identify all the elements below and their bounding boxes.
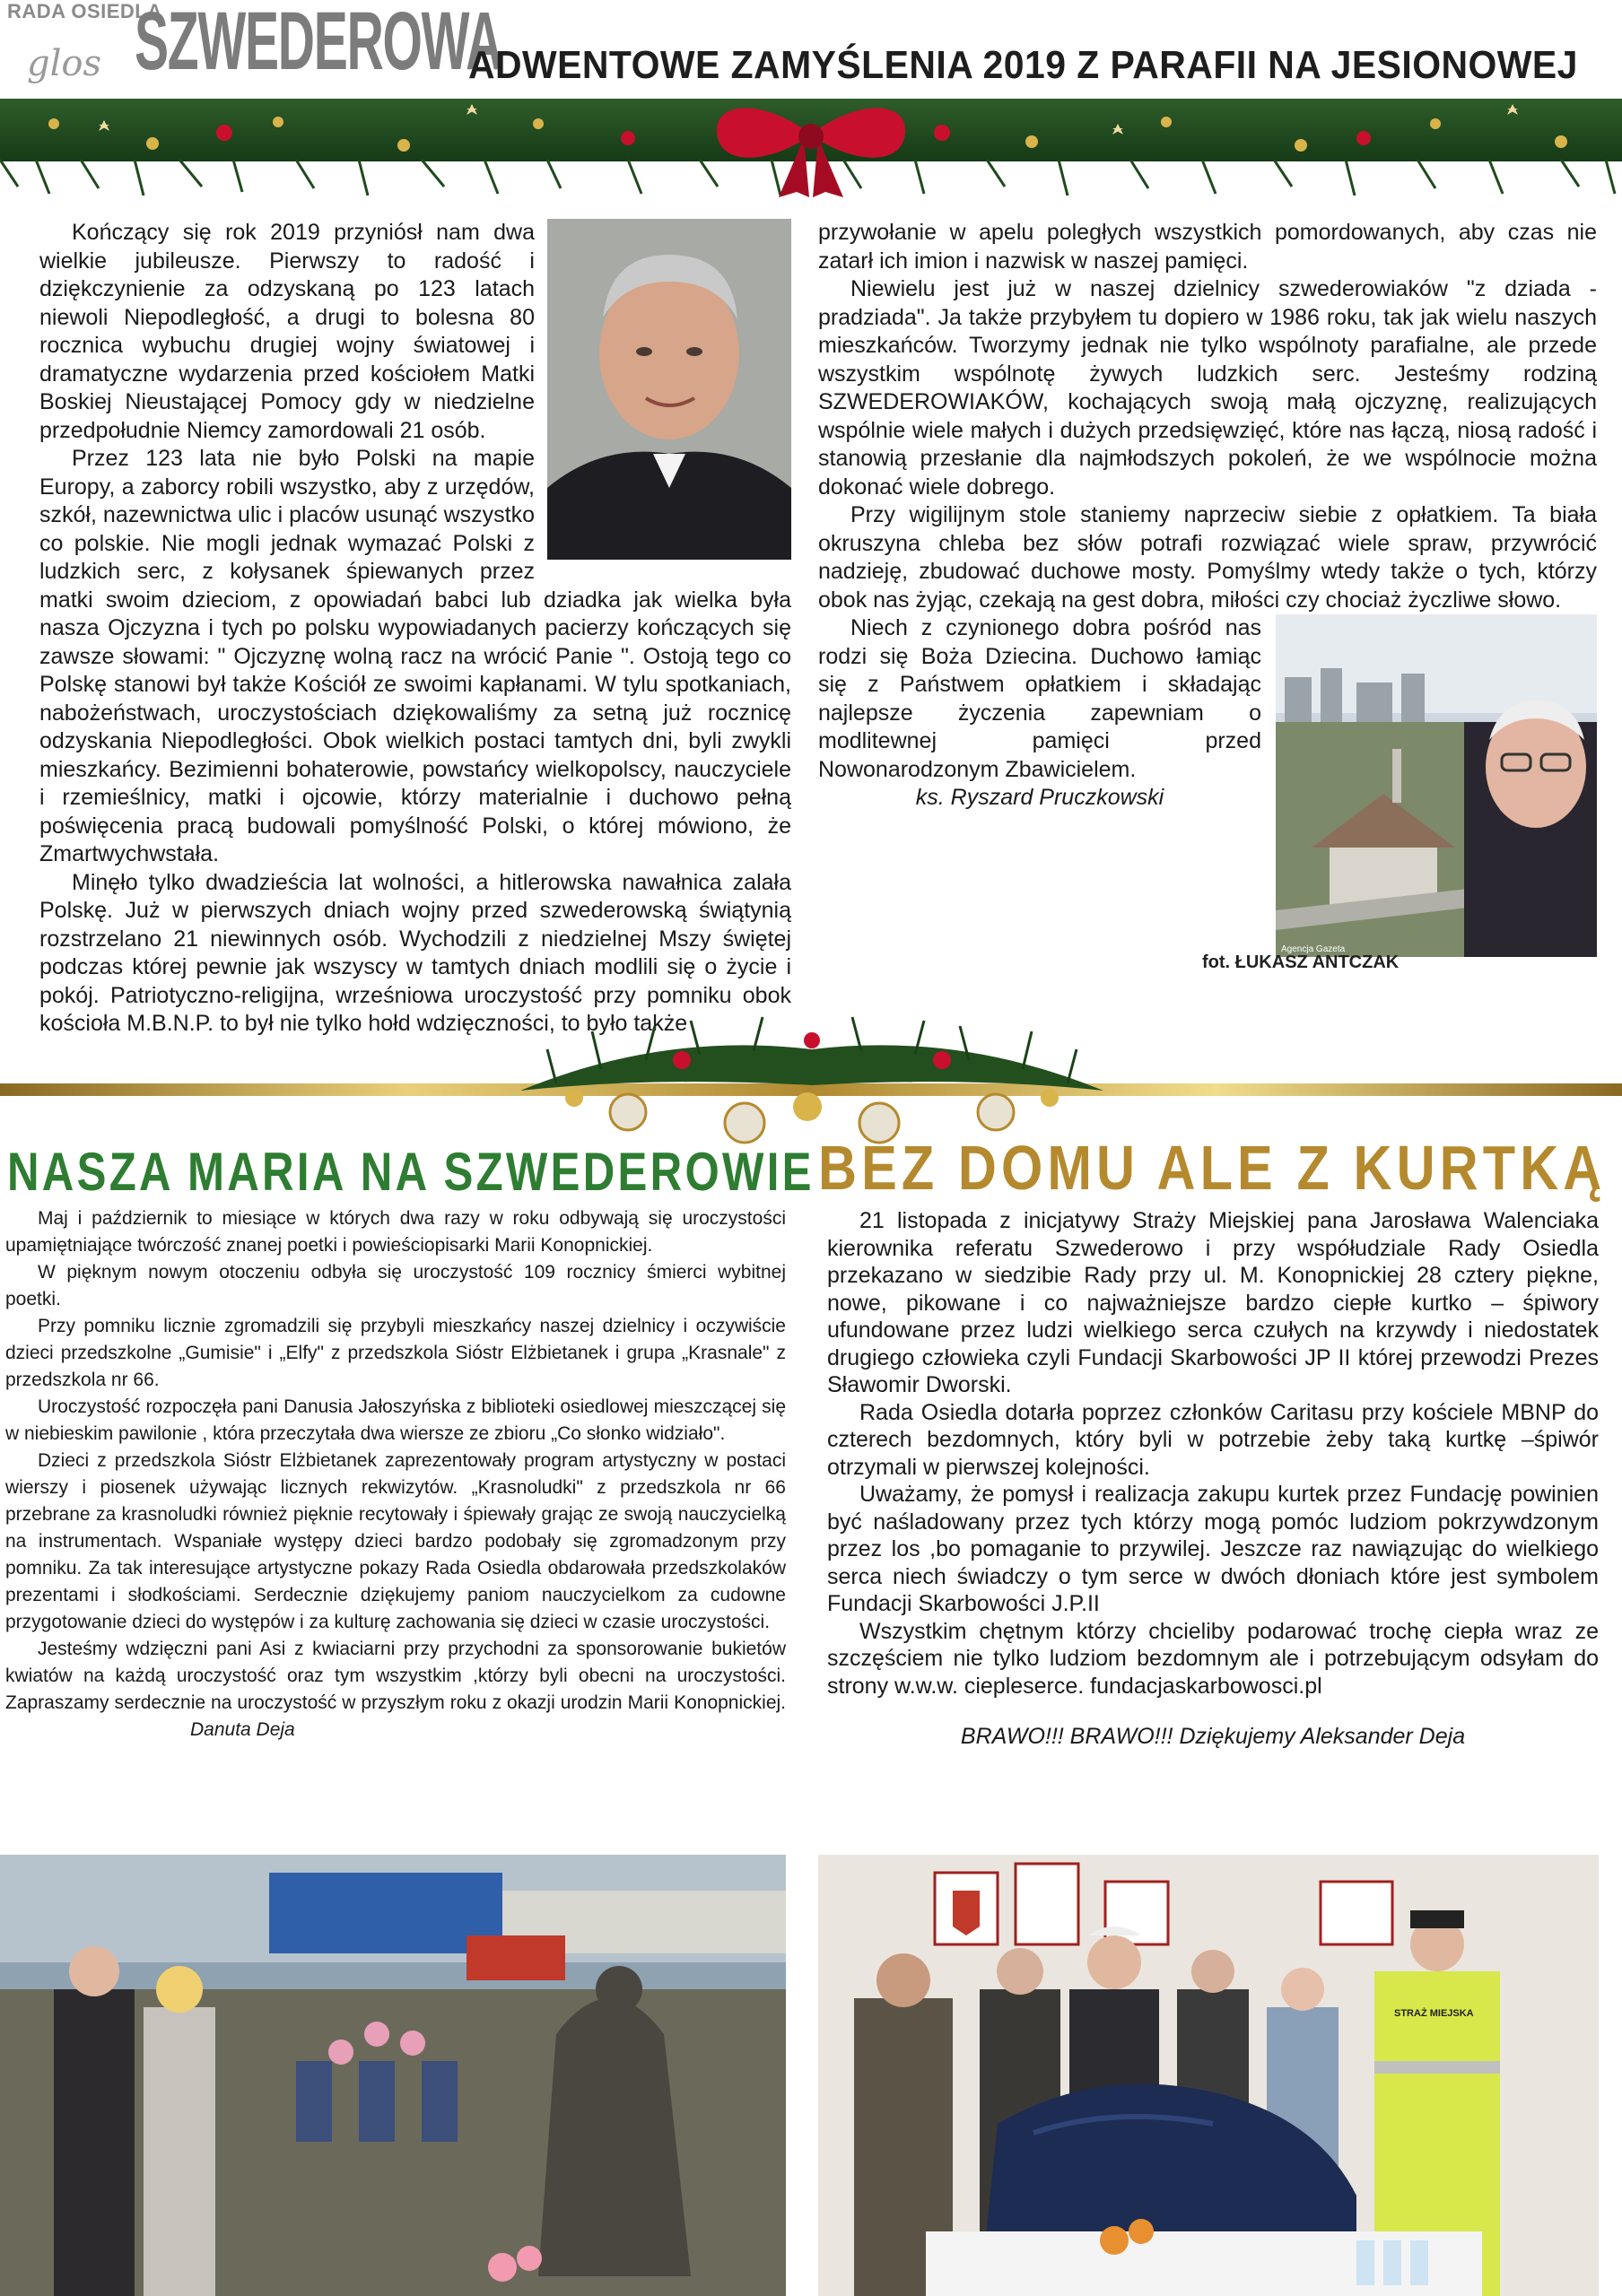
article2-last-paragraph-text: Jesteśmy wdzięczni pani Asi z kwiaciarni przy przychodni za sponsorowanie bukietów kwiatów na każdą uroczystość oraz tym wszystkim ,którzy byli obecni na uroczystości. Zapraszamy serdecznie na uroczystość w przyszłym roku z okazji urodzin Marii Konopnickiej. [5, 1639, 786, 1713]
photo-credit: fot. ŁUKASZ ANTCZAK [1202, 952, 1400, 972]
article2-paragraph: Maj i październik to miesiące w których dwa razy w roku odbywają się uroczystości upamiętniające twórczość znanej poetki i powieściopisarki Marii Konopnickiej. [5, 1208, 786, 1256]
church-aerial-with-priest-photo [1276, 614, 1597, 957]
article2-paragraph: W pięknym nowym otoczeniu odbyła się uroczystość 109 rocznicy śmierci wybitnej poetki. [5, 1262, 786, 1309]
article2-paragraph [5, 1636, 786, 1744]
article3-title: BEZ DOMU ALE Z KURTKĄ [818, 1133, 1607, 1203]
article2-signature: Danuta Deja [190, 1719, 295, 1740]
article3-paragraph: Rada Osiedla dotarła poprzez członków Caritasu przy kościele MBNP do czterech bezdomnych, który byli w potrzebie żeby taką kurtkę –śpiwór otrzymali w pierwszej kolejności. [827, 1399, 1599, 1480]
article1-signature: ks. Ryszard Pruczkowski [915, 785, 1164, 810]
article2-paragraph: Uroczystość rozpoczęła pani Danusia Jałoszyńska z biblioteki osiedlowej mieszczącej się w niebieskim pawilonie , która przeczytała dwa wiersze ze zbioru „Co słonko widziało". [5, 1396, 786, 1444]
article3-paragraph: Uważamy, że pomysł i realizacja zakupu kurtek przez Fundację powinien być naśladowany przez tych którzy mogą pomóc ludziom pokrzywdzonym przez los ,bo pomaganie to przywilej. Jeszcze raz nawiązując do wielkiego serca niech świadczy o tym serce w dwóch dłoniach które jest symbolem Fundacji Skarbowości J.P.II [827, 1482, 1599, 1616]
article3-paragraph: Wszystkim chętnym którzy chcieliby podarować trochę ciepła wraz ze szczęściem nie tylko ludziom bezdomnym ale i potrzebującym odsyłam do strony w.w.w. ciepleserce. fundacjaskarbowosci.pl [827, 1618, 1599, 1699]
article1-paragraph: Przy wigilijnym stole staniemy naprzeciw siebie z opłatkiem. Ta biała okruszyna chleba bez słów potrafi rozwiązać wiele spraw, przywrócić nadzieję, zbudować duchowe mosty. Pomyślmy wtedy także o tych, którzy obok nas żyjąc, czekają na gest dobra, miłości czy chociaż życzliwe słowo. [818, 502, 1597, 613]
article2-title: NASZA MARIA NA SZWEDEROWIE [7, 1142, 815, 1202]
article1-paragraph: przywołanie w apelu poległych wszystkich pomordowanych, aby czas nie zatarł ich imion i nazwisk w naszej pamięci. [818, 220, 1597, 274]
article1-paragraph: Kończący się rok 2019 przyniósł nam dwa wielkie jubileusze. Pierwszy to radość i dziękczynienie za odzyskaną po 123 latach niewoli Niepodległość, a drugi to bolesna 80 rocznica wybuchu drugiej wojny światowej i dramatyczne wydarzenia przed kościołem Matki Boskiej Nieustającej Pomocy gdy w niedzielne przedpołudnie Niemcy zamordowali 21 osób. [39, 220, 535, 443]
photo-agency-label: Agencja Gazeta [1281, 944, 1346, 954]
article2-paragraph: Przy pomniku licznie zgromadzili się przybyli mieszkańcy naszej dzielnicy i oczywiście dzieci przedszkolne „Gumisie" i „Elfy" z przedszkola Sióstr Elżbietanek i grupa „Krasnale" z przedszkola nr 66. [5, 1316, 786, 1390]
konopnicka-monument-ceremony-photo [0, 1855, 786, 2296]
article2-paragraph: Dzieci z przedszkola Sióstr Elżbietanek zaprezentowały program artystyczny w postaci wierszy i piosenek używając licznych rekwizytów. „Krasnoludki" z przedszkola nr 66 przebrane za krasnoludki również pięknie recytowały i śpiewały grając ze swoją nauczycielką na instrumentach. Wspaniałe występy dzieci bardzo podobały się zgromadzonym przy pomniku. Za tak interesujące artystyczne pokazy Rada Osiedla obdarowała przedszkolaków prezentami i słodkościami. Serdecznie dziękujemy paniom nauczycielkom za cudowne przygotowanie dzieci do występów i za kulturę zachowania się dzieci w czasie uroczystości. [5, 1450, 786, 1632]
jackets-handover-photo [818, 1855, 1599, 2296]
christmas-garland-header [0, 88, 1622, 197]
article1-column-left [39, 219, 791, 1039]
article1-paragraph: Przez 123 lata nie było Polski na mapie Europy, a zaborcy robili wszystko, aby z urzędów, szkół, nazewnictwa ulic i placów usunąć wszystko co polskie. Nie mogli jednak wymazać Polski z ludzkich serc, z kołysanek śpiewanych przez matki swoim dzieciom, z opowiadań babci lub dziadka jak wielka była nasza Ojczyzna i tych po polsku wypowiadanych pacierzy kończących się zawsze słowami: " Ojczyznę wolną racz na wrócić Panie ". Ostoją tego co Polskę stanowi był także Kościół ze swoimi kapłanami. W tylu spotkaniach, nabożeństwach, uroczystościach dziękowaliśmy za setną już rocznicę odzyskania Niepodległości. Obok wielkich postaci tamtych dni, byli zwykli mieszkańcy. Bezimienni bohaterowie, powstańcy wielkopolscy, nauczyciele i rzemieślnicy, matki i ojcowie, którzy materialnie i duchowo pełną poświęcenia pracą budowali pomyślność Polski, o której mówiono, że Zmartwychwstała. [39, 446, 791, 866]
article3-signature: BRAWO!!! BRAWO!!! Dziękujemy Aleksander Deja [960, 1724, 1466, 1749]
article3-paragraph: 21 listopada z inicjatywy Straży Miejskiej pana Jarosława Walenciaka kierownika referatu Szwederowo i przy współudziale Rady Osiedla przekazano w siedzibie Rady przy ul. M. Konopnickiej 28 cztery piękne, nowe, pikowane i co najważniejsze bardzo ciepłe kurtko – śpiwory ufundowane przez ludzi wielkiego serca czułych na krzywdy i niedostatek drugiego człowieka czyli Fundacji Skarbowości JP II której przewodzi Prezes Sławomir Dworski. [827, 1208, 1599, 1397]
article1-paragraph: Minęło tylko dwadzieścia lat wolności, a hitlerowska nawałnica zalała Polskę. Już w pierwszych dniach wojny przed szwederowską świątynią rozstrzelano 21 niewinnych osób. Wychodzili z niedzielnej Mszy świętej podczas której pewnie jak wszyscy w tamtych dniach modlili się o życie i pokój. Patriotyczno-religijna, wrześniowa uroczystość przy pomniku obok kościoła M.B.N.P. to był nie tylko hołd wdzięczności, to było także [39, 869, 791, 1036]
brand-script-text: glos [27, 43, 102, 84]
article1-paragraph: Niech z czynionego dobra pośród nas rodzi się Boża Dziecina. Duchowo łamiąc się z Państwem opłatkiem i składając najlepsze życzenia zapewniam o modlitewnej pamięci przed Nowonarodzonym Zbawicielem. [818, 615, 1261, 782]
brand-small-text: RADA OSIEDLA [7, 0, 162, 22]
brand-title: SZWEDEROWA [135, 0, 502, 87]
priest-portrait-photo [547, 219, 791, 560]
article1-paragraph: Niewielu jest już w naszej dzielnicy szwederowiaków "z dziada - pradziada". Ja także przybyłem tu dopiero w 1986 roku, tak jak wielu naszych mieszkańców. Tworzymy jednak nie tylko wspólnoty parafialne, ale przede wszystkim wspólnotę żywych ludzkich serc. Jesteśmy rodziną SZWEDEROWIAKÓW, kochających swoją małą ojczyznę, realizujących wspólnie wiele małych i dużych przedsięwzięć, które nas łączą, niosą radość i stanowią przesłanie dla najmłodszych pokoleń, że we wspólnocie można dokonać wiele dobrego. [818, 276, 1597, 500]
article3-column [827, 1207, 1599, 1751]
article2-column [5, 1205, 786, 1744]
article1-column-right [818, 219, 1597, 964]
armband-label: STRAŻ MIEJSKA [1394, 2008, 1474, 2019]
page-headline: ADWENTOWE ZAMYŚLENIA 2019 Z PARAFII NA JESIONOWEJ [468, 43, 1578, 87]
